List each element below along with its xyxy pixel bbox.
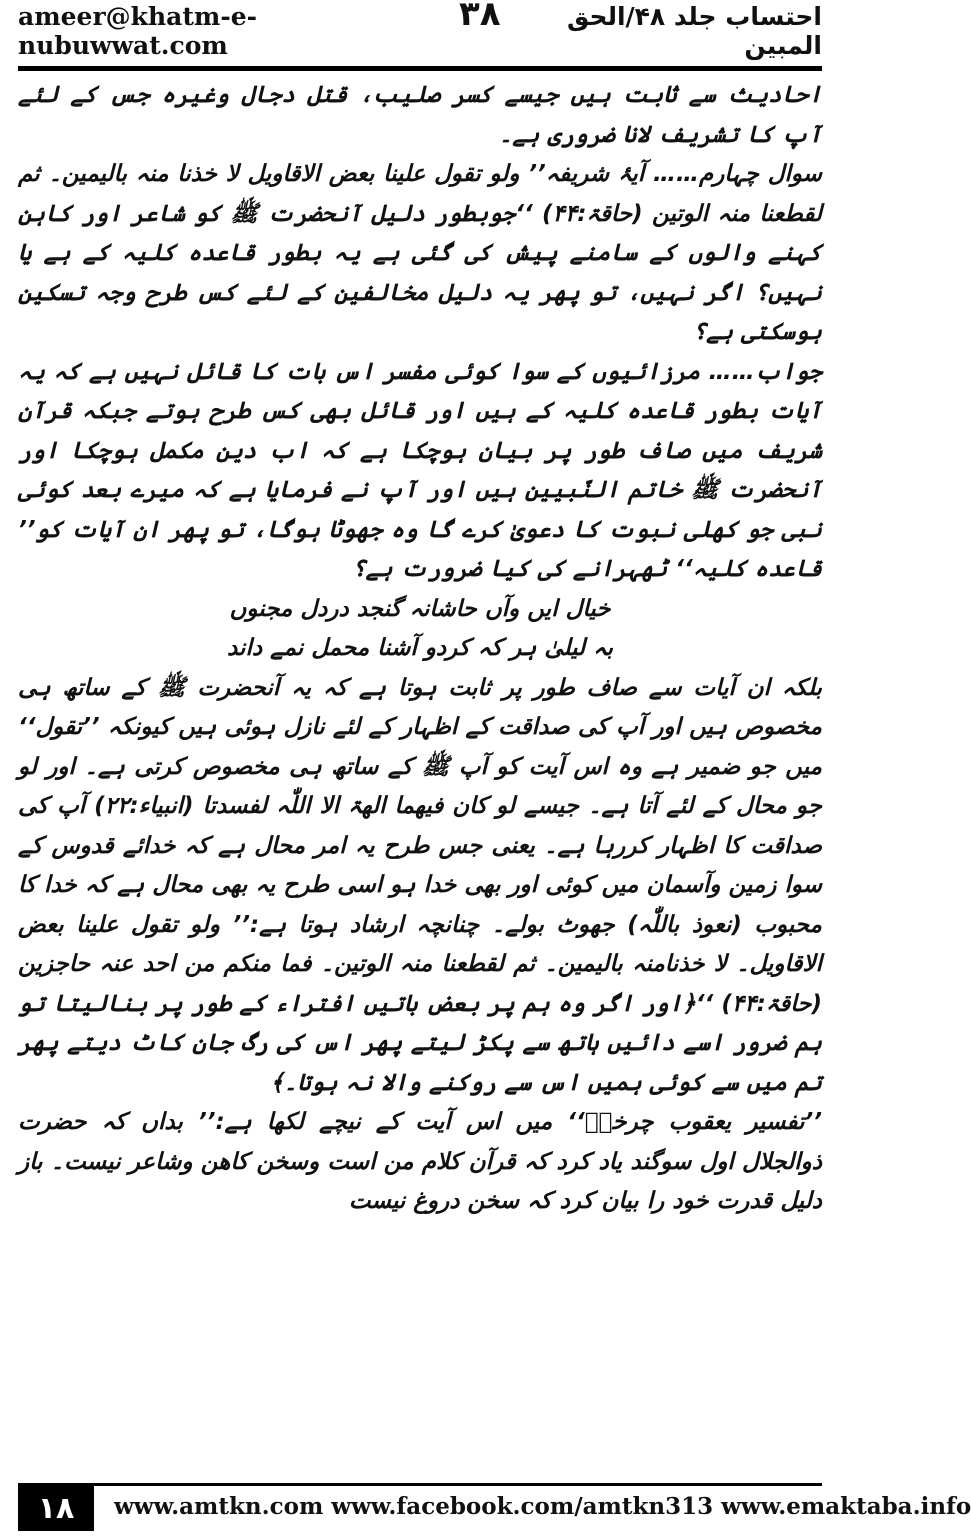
page-header: [18, 0, 822, 60]
paragraph-question-4: سوال چہارم…… آیۂ شریفہ’’ ولو تقول علینا بعض الاقاویل لا خذنا منہ بالیمین۔ ثم لقطعنا منہ الوتین (حاقۃ:۴۴) ‘‘جوبطور دلیل آنحضرت ﷺ کو شاعر اور کاہن کہنے والوں کے سامنے پیش کی گئی ہے یہ بطور قاعدہ کلیہ کے ہے یا نہیں؟ اگر نہیں، تو پھر یہ دلیل مخالفین کے لئے کس طرح وجہ تسکین ہوسکتی ہے؟: [18, 161, 822, 345]
persian-verse-1: خیال ایں وآں حاشانہ گنجد دردل مجنوں: [229, 595, 611, 622]
page-footer: [18, 1483, 971, 1531]
header-page-number: ۳۸: [459, 0, 501, 34]
running-title: احتساب جلد ۴۸/الحق المبین: [567, 2, 822, 60]
paragraph-tafsir: ’’تفسیر یعقوب چرخیؒ‘‘ میں اس آیت کے نیچے لکھا ہے:’’ بداں کہ حضرت ذوالجلال اول سوگند یاد کرد کہ قرآن کلام من است وسخن کاھن وشاعر نیست۔ باز دلیل قدرت خود را بیان کرد کہ سخن دروغ نیست: [18, 1109, 822, 1214]
header-rule: [18, 66, 822, 71]
folio-badge: ۱۸: [18, 1486, 94, 1531]
page-body: [18, 76, 822, 1462]
header-email: ameer@khatm-e-nubuwwat.com: [18, 2, 257, 60]
persian-verse-2: بہ لیلیٰ ہر کہ کردو آشنا محمل نمے داند: [226, 635, 614, 661]
footer-websites: www.amtkn.com www.facebook.com/amtkn313 www.emaktaba.info: [114, 1493, 971, 1520]
paragraph-answer: جواب…… مرزائیوں کے سوا کوئی مفسر اس بات کا قائل نہیں ہے کہ یہ آیات بطور قاعدہ کلیہ کے ہیں اور قائل بھی کس طرح ہوتے جبکہ قرآن شریف میں صاف طور پر بیان ہوچکا ہے کہ اب دین مکمل ہوچکا اور آنحضرت ﷺ خاتم النّبیین ہیں اور آپ نے فرمایا ہے کہ میرے بعد کوئی نبی جو کھلی نبوت کا دعویٰ کرے گا وہ جھوٹا ہوگا، تو پھر ان آیات کو’’ قاعدہ کلیہ‘‘ ٹھہرانے کی کیا ضرورت ہے؟: [18, 358, 822, 582]
paragraph-1: احادیث سے ثابت ہیں جیسے کسر صلیب، قتل دجال وغیرہ جس کے لئے آپ کا تشریف لانا ضروری ہے۔: [18, 82, 822, 148]
header-left: [18, 0, 501, 60]
paragraph-4: بلکہ ان آیات سے صاف طور پر ثابت ہوتا ہے کہ یہ آنحضرت ﷺ کے ساتھ ہی مخصوص ہیں اور آپ کی صداقت کے اظہار کے لئے نازل ہوئی ہیں کیونکہ ’’تقول‘‘ میں جو ضمیر ہے وہ اس آیت کو آپ ﷺ کے ساتھ ہی مخصوص کرتی ہے۔ اور لو جو محال کے لئے آتا ہے۔ جیسے لو کان فیھما الھۃ الا اللّٰہ لفسدتا (انبیاء:۲۲) آپ کی صداقت کا اظہار کررہا ہے۔ یعنی جس طرح یہ امر محال ہے کہ خدائے قدوس کے سوا زمین وآسمان میں کوئی اور بھی خدا ہو اسی طرح یہ بھی محال ہے کہ خدا کا محبوب (نعوذ باللّٰہ) جھوٹ بولے۔ چنانچہ ارشاد ہوتا ہے:’’ ولو تقول علینا بعض الاقاویل۔ لا خذنامنہ بالیمین۔ ثم لقطعنا منہ الوتین۔ فما منکم من احد عنہ حاجزین (حاقۃ:۴۴) ‘‘﴿اور اگر وہ ہم پر بعض باتیں افتراء کے طور پر بنالیتا تو ہم ضرور اسے دائیں ہاتھ سے پکڑ لیتے پھر اس کی رگ جان کاٹ دیتے پھر تم میں سے کوئی ہمیں اس سے روکنے والا نہ ہوتا۔﴾: [18, 674, 822, 1096]
footer-rule: [18, 1483, 822, 1486]
